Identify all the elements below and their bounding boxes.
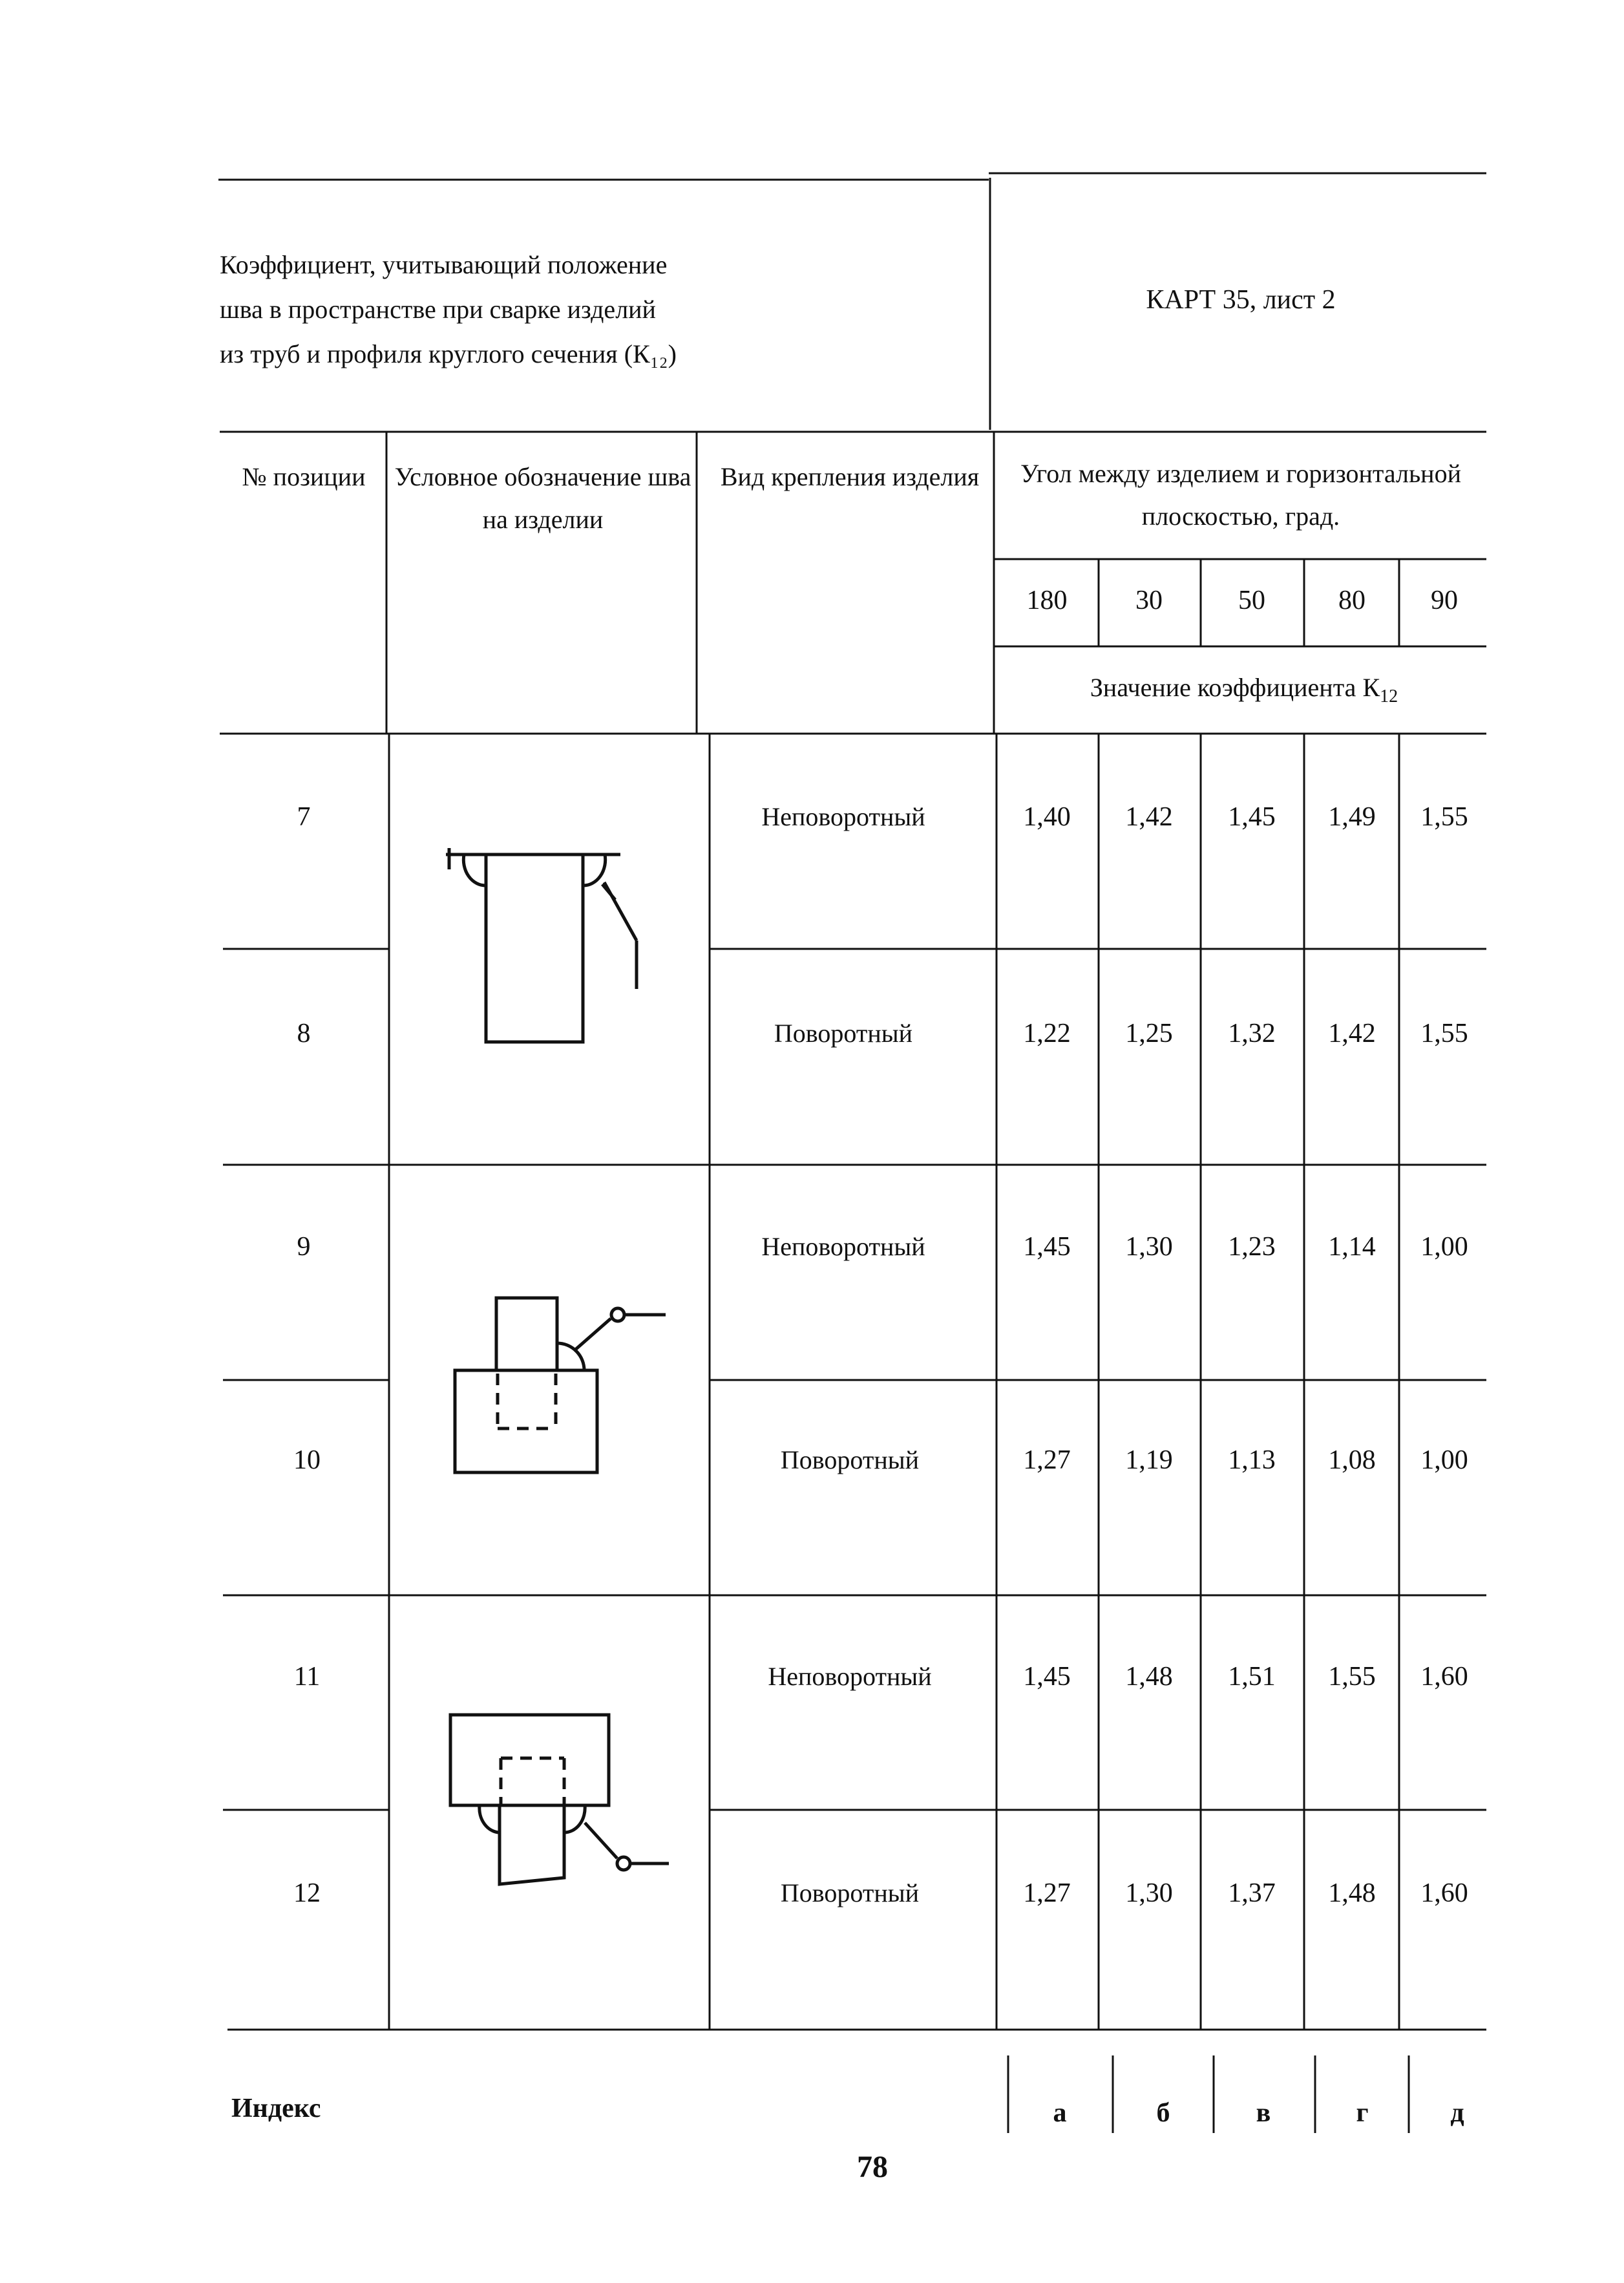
table-row-pos: 12 [293,1878,321,1908]
table-cell: 1,48 [1125,1662,1173,1692]
index-letter-g: г [1356,2098,1369,2128]
coefficient-header [998,672,1490,707]
document-title [220,242,963,376]
table-cell: 1,13 [1228,1445,1276,1475]
angle-180: 180 [1026,586,1068,615]
table-cell: 1,45 [1228,802,1276,832]
table-cell: 1,42 [1328,1019,1376,1048]
page-number: 78 [857,2150,888,2184]
table-cell: 1,30 [1125,1878,1173,1908]
table-row-pos: 9 [297,1232,311,1262]
angle-90: 90 [1431,586,1458,615]
table-row-pos: 8 [297,1019,311,1048]
title-line-2: шва в пространстве при сварке изделий [220,295,656,324]
table-cell: 1,40 [1023,802,1071,832]
table-cell: 1,48 [1328,1878,1376,1908]
table-cell: 1,60 [1420,1878,1468,1908]
table-row-fixing: Неповоротный [768,1662,932,1691]
table-cell: 1,27 [1023,1445,1071,1475]
table-row-fixing: Поворотный [780,1878,920,1907]
table-row-pos: 11 [293,1662,321,1692]
table-row-pos: 7 [297,802,311,832]
coefficient-label: Значение коэффициента К [1090,673,1380,702]
weld-sketch-2-icon [455,1298,666,1472]
table-cell: 1,00 [1420,1232,1468,1262]
table-cell: 1,60 [1420,1662,1468,1692]
table-cell: 1,45 [1023,1662,1071,1692]
weld-sketch-1-icon [446,848,637,1042]
table-cell: 1,37 [1228,1878,1276,1908]
table-cell: 1,00 [1420,1445,1468,1475]
angle-50: 50 [1238,586,1265,615]
table-cell: 1,19 [1125,1445,1173,1475]
table-cell: 1,30 [1125,1232,1173,1262]
index-letter-a: а [1053,2098,1067,2128]
table-cell: 1,55 [1328,1662,1376,1692]
index-letter-d: д [1450,2098,1464,2128]
index-letter-v: в [1256,2098,1271,2128]
title-line-3: из труб и профиля круглого сечения (К₁₂) [220,339,677,368]
table-cell: 1,51 [1228,1662,1276,1692]
coefficient-subscript: 12 [1380,686,1398,706]
table-cell: 1,14 [1328,1232,1376,1262]
index-letter-b: б [1156,2098,1170,2128]
table-cell: 1,27 [1023,1878,1071,1908]
column-header-symbol: Условное обозначение шва на изделии [394,462,691,534]
column-header-angle: Угол между изделием и горизонтальной плоскостью, град. [1020,459,1461,531]
table-cell: 1,45 [1023,1232,1071,1262]
table-cell: 1,55 [1420,1019,1468,1048]
table-cell: 1,32 [1228,1019,1276,1048]
table-cell: 1,25 [1125,1019,1173,1048]
table-cell: 1,23 [1228,1232,1276,1262]
column-header-position: № позиции [242,462,366,491]
column-header-fixing: Вид крепления изделия [720,462,980,491]
table-cell: 1,42 [1125,802,1173,832]
table-cell: 1,22 [1023,1019,1071,1048]
card-number: КАРТ 35, лист 2 [1146,285,1336,315]
title-line-1: Коэффициент, учитывающий положение [220,250,668,279]
weld-sketch-3-icon [450,1715,669,1884]
table-cell: 1,49 [1328,802,1376,832]
table-row-fixing: Поворотный [780,1445,920,1474]
table-row-fixing: Поворотный [774,1019,913,1048]
table-row-fixing: Неповоротный [761,802,925,831]
angle-80: 80 [1338,586,1366,615]
angle-30: 30 [1135,586,1163,615]
table-row-fixing: Неповоротный [761,1232,925,1261]
index-label: Индекс [231,2094,321,2123]
table-cell: 1,55 [1420,802,1468,832]
table-cell: 1,08 [1328,1445,1376,1475]
table-row-pos: 10 [293,1445,321,1475]
